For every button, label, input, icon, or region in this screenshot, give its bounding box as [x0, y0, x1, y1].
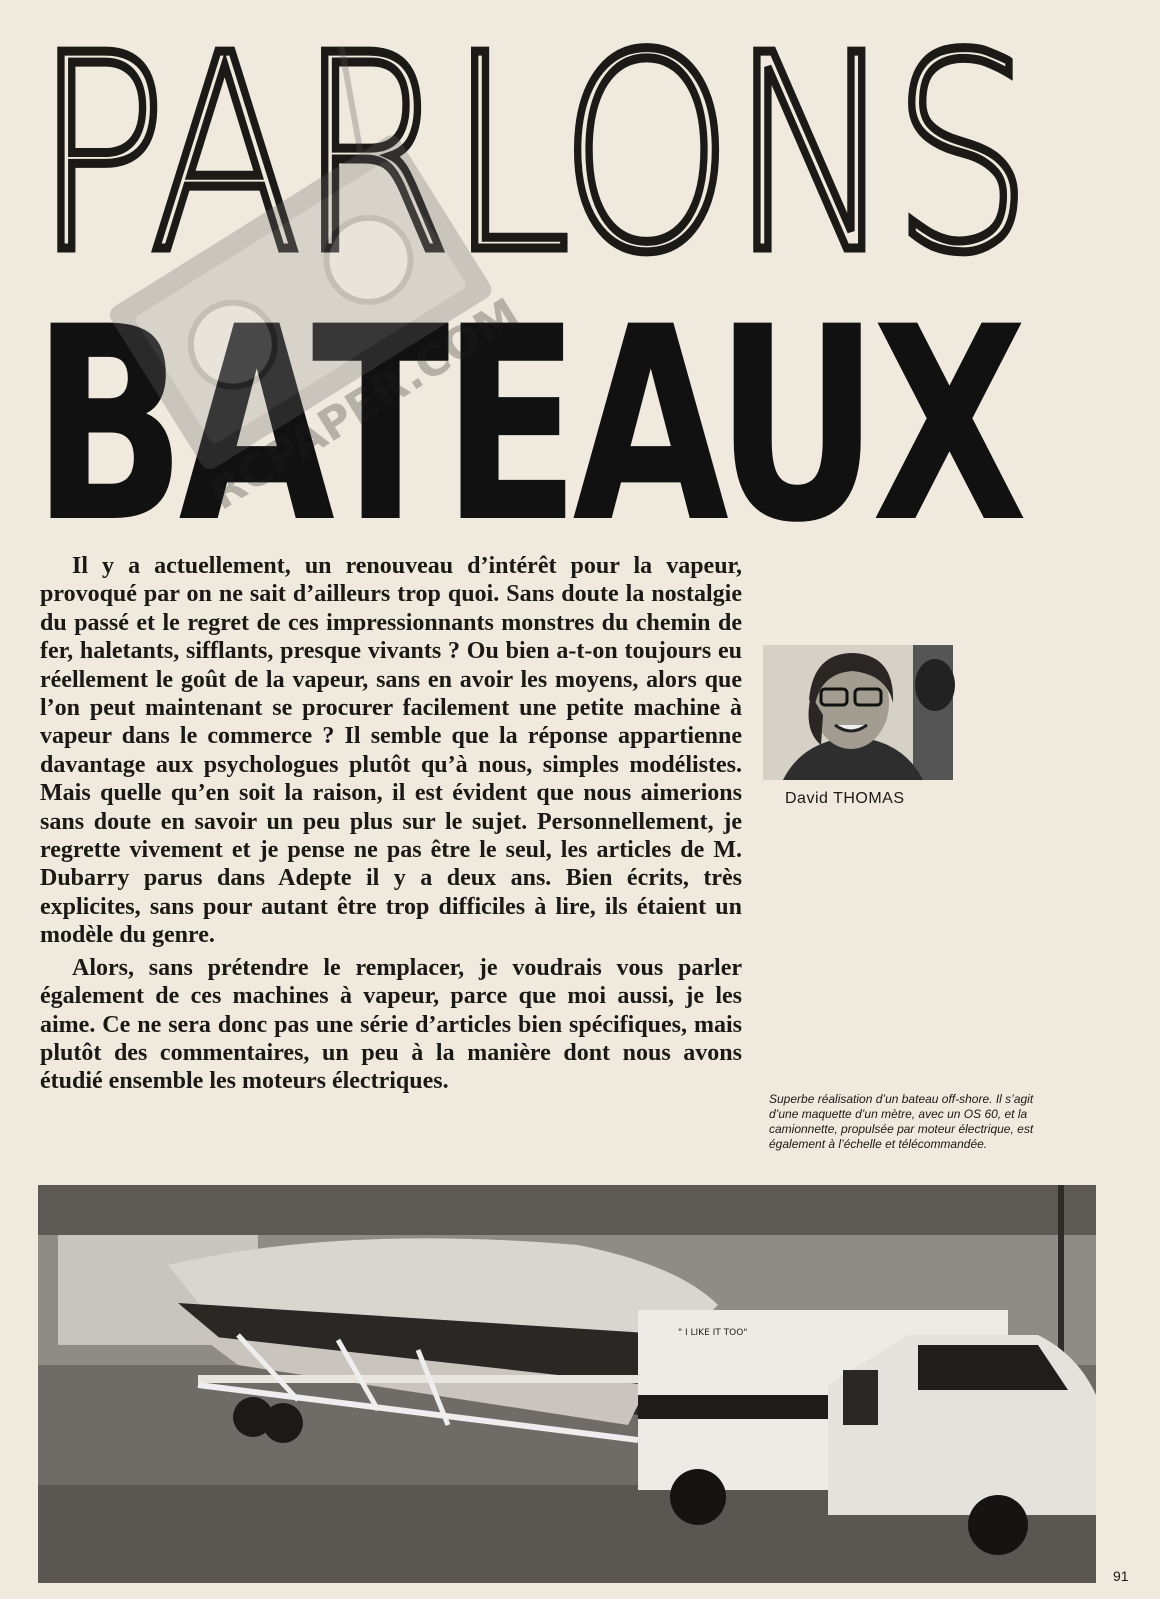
title-line-1: PARLONS — [34, 0, 1029, 312]
van-sign: " I LIKE IT TOO" — [678, 1328, 748, 1338]
article-body — [40, 552, 742, 1096]
title-line-2: BATEAUX — [32, 270, 1027, 582]
author-name: David THOMAS — [785, 790, 905, 807]
portrait-image — [763, 645, 953, 780]
article-paragraph-2: Alors, sans prétendre le remplacer, je voudrais vous parler également de ces machines à vapeur, parce que moi aussi, je les aime. Ce ne sera donc pas une série d’articles bien spécifiques, mais plutôt des commentaires, un peu à la manière dont nous avons étudié ensemble les moteurs électriques. — [40, 954, 742, 1095]
watermark-text: RCPAPER.COM — [200, 288, 529, 521]
photo-caption: Superbe réalisation d’un bateau off-shore. Il s’agit d’une maquette d’un mètre, avec un OS 60, et la camionnette, propulsée par moteur électrique, est également à l’échelle et télécommandée. — [769, 1092, 1034, 1151]
photo-image — [38, 1185, 1096, 1583]
author-portrait — [763, 645, 953, 780]
boat-trailer-photo — [38, 1185, 1096, 1583]
watermark-stamp — [88, 88, 529, 521]
article-paragraph-1: Il y a actuellement, un renouveau d’intérêt pour la vapeur, provoqué par on ne sait d’ailleurs trop quoi. Sans doute la nostalgie du passé et le regret de ces impressionnants monstres du chemin de fer, haletants, sifflants, presque vivants ? Ou bien a-t-on toujours eu réellement le goût de la vapeur, sans en avoir les moyens, alors que l’on peut maintenant se procurer facilement une petite machine à vapeur dans le commerce ? Il semble que la réponse appartienne davantage aux psychologues plutôt qu’à nous, simples modélistes. Mais quelle qu’en soit la raison, il est évident que nous aimerions sans doute en savoir un peu plus sur le sujet. Personnellement, je regrette vivement et je pense ne pas être le seul, les articles de M. Dubarry parus dans Adepte il y a deux ans. Bien écrits, très explicites, sans pour autant être trop difficiles à lire, ils étaient un modèle du genre. — [40, 553, 742, 949]
page-number: 91 — [1113, 1568, 1129, 1584]
